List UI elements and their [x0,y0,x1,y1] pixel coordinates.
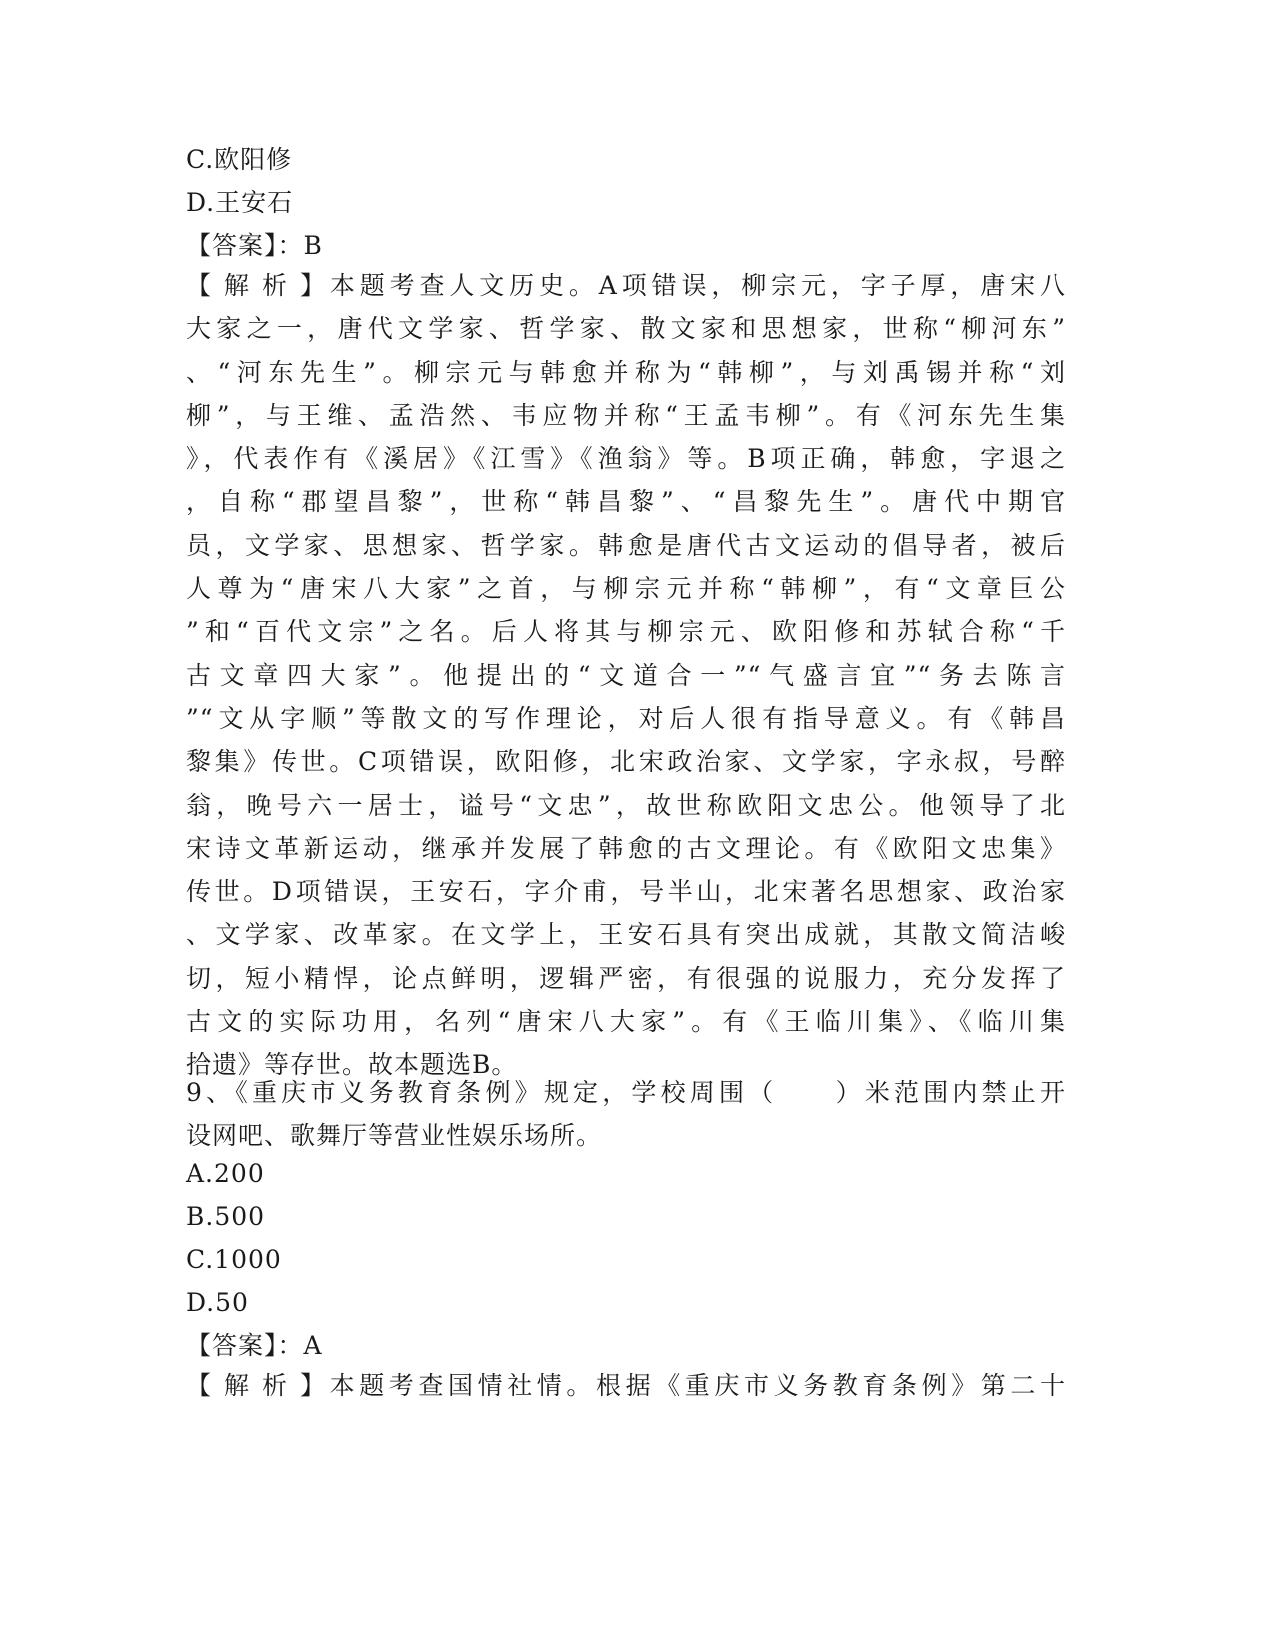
q9-analysis [186,1364,1066,1407]
q9-answer [186,1329,323,1363]
q8-analysis-line: 切，短小精悍，论点鲜明，逻辑严密，有很强的说服力，充分发挥了 [186,963,1066,993]
q8-analysis-line: 、文学家、改革家。在文学上，王安石具有突出成就，其散文简洁峻 [186,920,1066,950]
q8-analysis-line: 柳”，与王维、孟浩然、韦应物并称“王孟韦柳”。有《河东先生集 [186,400,1066,430]
q9-option-b: B.500 [186,1202,266,1231]
q8-analysis-line: 古文的实际功用，名列“唐宋八大家”。有《王临川集》、《临川集 [186,1007,1066,1037]
q9-option-c: C.1000 [186,1245,282,1274]
q8-analysis-line: 黎集》传世。C项错误，欧阳修，北宋政治家、文学家，字永叔，号醉 [186,747,1066,777]
q8-analysis-line: 》，代表作有《溪居》《江雪》《渔翁》等。B项正确，韩愈，字退之 [186,444,1066,474]
q8-analysis-line: ”“文从字顺”等散文的写作理论，对后人很有指导意义。有《韩昌 [186,703,1066,733]
q8-analysis-line: 大家之一，唐代文学家、哲学家、散文家和思想家，世称“柳河东” [186,314,1066,344]
q8-analysis-line: 员，文学家、思想家、哲学家。韩愈是唐代古文运动的倡导者，被后 [186,530,1066,560]
q8-answer-label: 【答案】： [186,231,304,260]
q8-analysis [186,264,1066,1087]
q8-option-c: C.欧阳修 [186,145,293,174]
q9-analysis-label: 【解析】 [186,1371,326,1400]
q8-analysis-line: 、“河东先生”。柳宗元与韩愈并称为“韩柳”，与刘禹锡并称“刘 [186,357,1066,387]
q8-analysis-line: ，自称“郡望昌黎”，世称“韩昌黎”、“昌黎先生”。唐代中期官 [186,487,1066,517]
q8-analysis-line: 翁，晚号六一居士，谥号“文忠”，故世称欧阳文忠公。他领导了北 [186,790,1066,820]
q8-analysis-line: 【解析】本题考查人文历史。A项错误，柳宗元，字子厚，唐宋八 [186,264,1066,307]
q8-answer-value: B [303,231,323,260]
q9-stem [186,1071,1066,1158]
q8-analysis-line: 传世。D项错误，王安石，字介甫，号半山，北宋著名思想家、政治家 [186,877,1066,907]
q9-option-a: A.200 [186,1159,265,1188]
q8-analysis-line: 人尊为“唐宋八大家”之首，与柳宗元并称“韩柳”，有“文章巨公 [186,574,1066,604]
q9-answer-value: A [303,1331,323,1360]
q8-analysis-line: 拾遗》等存世。故本题选B。 [186,1050,518,1080]
q9-stem-line: 设网吧、歌舞厅等营业性娱乐场所。 [186,1121,603,1151]
q8-answer [186,229,323,263]
q8-option-d: D.王安石 [186,188,294,217]
q8-analysis-label: 【解析】 [186,271,326,300]
q8-analysis-line: 古文章四大家”。他提出的“文道合一”“气盛言宜”“务去陈言 [186,660,1066,690]
q9-answer-label: 【答案】： [186,1331,304,1360]
q8-analysis-line: ”和“百代文宗”之名。后人将其与柳宗元、欧阳修和苏轼合称“千 [186,617,1066,647]
q9-analysis-line: 【解析】本题考查国情社情。根据《重庆市义务教育条例》第二十 [186,1364,1066,1407]
q8-analysis-line: 宋诗文革新运动，继承并发展了韩愈的古文理论。有《欧阳文忠集》 [186,833,1066,863]
q9-stem-line: 9、《重庆市义务教育条例》规定，学校周围（ ）米范围内禁止开 [186,1078,1066,1107]
q9-option-d: D.50 [186,1288,249,1317]
